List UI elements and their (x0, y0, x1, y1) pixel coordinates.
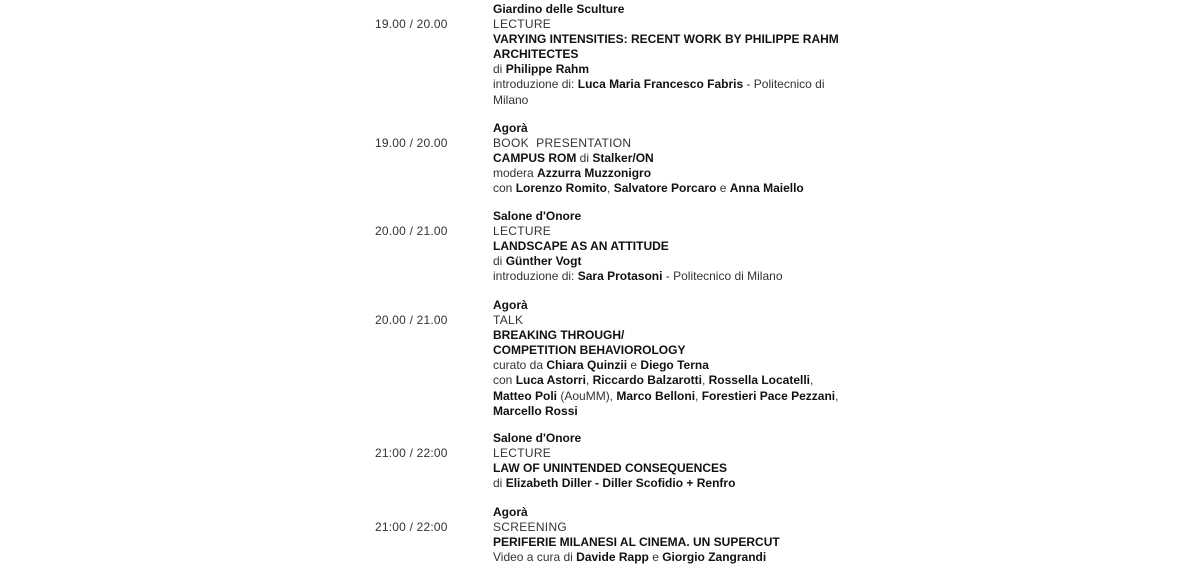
event-time: 21:00 / 22:00 (375, 520, 448, 535)
event-credit-line (493, 254, 843, 269)
event-credit-line (493, 62, 843, 77)
event-type: LECTURE (493, 17, 552, 32)
person-name: Giorgio Zangrandi (662, 550, 767, 565)
credit-text: - Politecnico di Milano (662, 269, 783, 284)
person-name: Chiara Quinzii (546, 358, 628, 373)
event-type: LECTURE (493, 224, 552, 239)
credit-text: con (493, 181, 516, 196)
event-type: SCREENING (493, 520, 568, 535)
event-details (493, 298, 843, 419)
event-credit-line (493, 269, 843, 284)
event-credit-line (493, 373, 843, 388)
person-name: Matteo Poli (493, 388, 558, 403)
event-time: 20.00 / 21.00 (375, 224, 448, 239)
event-credit-line (493, 151, 843, 166)
event-details (493, 209, 843, 284)
credit-text: di (493, 476, 506, 491)
person-name: Forestieri Pace Pezzani (701, 388, 836, 403)
event-details (493, 2, 843, 108)
event-venue: Agorà (493, 298, 528, 312)
event-title: BREAKING THROUGH/ (493, 328, 625, 343)
event-credit-line (493, 550, 843, 565)
event-venue: Agorà (493, 121, 528, 135)
event-type: TALK (493, 313, 524, 328)
event-credit-line (493, 404, 843, 419)
credit-text: di (493, 62, 506, 77)
credit-text: e (716, 181, 730, 196)
person-name: Salvatore Porcaro (613, 181, 717, 196)
person-name: Philippe Rahm (505, 62, 590, 77)
event-title: COMPETITION BEHAVIOROLOGY (493, 343, 686, 358)
person-name: Davide Rapp (576, 550, 649, 565)
credit-text: , (607, 181, 614, 196)
person-name: CAMPUS ROM (493, 151, 577, 166)
event-venue: Agorà (493, 505, 528, 519)
credit-text: , (695, 388, 702, 403)
event-credit-line (493, 181, 843, 196)
event-details (493, 121, 843, 196)
person-name: Marco Belloni (616, 388, 696, 403)
credit-text: e (648, 550, 663, 565)
credit-text: introduzione di: (493, 77, 578, 92)
credit-text: , (701, 373, 709, 388)
event-credit-line (493, 389, 843, 404)
event-time: 19.00 / 20.00 (375, 136, 448, 151)
credit-text: (AouMM), (557, 388, 617, 403)
person-name: Lorenzo Romito (515, 181, 608, 196)
person-name: Sara Protasoni (577, 269, 663, 284)
credit-text: con (493, 373, 516, 388)
credit-text: - Politecnico di (743, 77, 825, 92)
event-type: BOOK PRESENTATION (493, 136, 632, 151)
event-title: PERIFERIE MILANESI AL CINEMA. UN SUPERCUT (493, 535, 780, 550)
event-title: LANDSCAPE AS AN ATTITUDE (493, 239, 669, 254)
event-title: LAW OF UNINTENDED CONSEQUENCES (493, 461, 728, 476)
person-name: Diego Terna (640, 358, 709, 373)
person-name: Luca Maria Francesco Fabris (577, 77, 744, 92)
credit-text: , (835, 388, 839, 403)
event-time: 21:00 / 22:00 (375, 446, 448, 461)
credit-text: di (576, 151, 593, 166)
event-venue: Salone d'Onore (493, 431, 582, 445)
credit-text: , (585, 373, 593, 388)
event-credit-line (493, 358, 843, 373)
event-venue: Giardino delle Sculture (493, 2, 625, 16)
person-name: Anna Maiello (729, 181, 804, 196)
event-credit-line (493, 93, 843, 108)
credit-text: Video a cura di (493, 550, 577, 565)
event-credit-line (493, 166, 843, 181)
credit-text: e (627, 358, 641, 373)
person-name: Elizabeth Diller - Diller Scofidio + Renfro (505, 476, 736, 491)
event-title: ARCHITECTES (493, 47, 579, 62)
credit-text: introduzione di: (493, 269, 578, 284)
person-name: Rossella Locatelli (708, 373, 811, 388)
credit-text: Milano (493, 92, 529, 107)
credit-text: curato da (493, 358, 547, 373)
event-time: 20.00 / 21.00 (375, 313, 448, 328)
person-name: Günther Vogt (505, 254, 582, 269)
event-credit-line (493, 476, 843, 491)
event-title: VARYING INTENSITIES: RECENT WORK BY PHILIPPE RAHM (493, 32, 839, 47)
person-name: Riccardo Balzarotti (592, 373, 702, 388)
credit-text: di (493, 254, 506, 269)
event-time: 19.00 / 20.00 (375, 17, 448, 32)
credit-text: modera (493, 166, 538, 181)
event-credit-line (493, 77, 843, 92)
person-name: Azzurra Muzzonigro (537, 166, 652, 181)
event-details (493, 505, 843, 565)
person-name: Stalker/ON (592, 151, 654, 166)
event-details (493, 431, 843, 491)
person-name: Marcello Rossi (493, 403, 578, 418)
person-name: Luca Astorri (515, 373, 586, 388)
event-venue: Salone d'Onore (493, 209, 582, 223)
event-type: LECTURE (493, 446, 552, 461)
credit-text: , (810, 373, 814, 388)
